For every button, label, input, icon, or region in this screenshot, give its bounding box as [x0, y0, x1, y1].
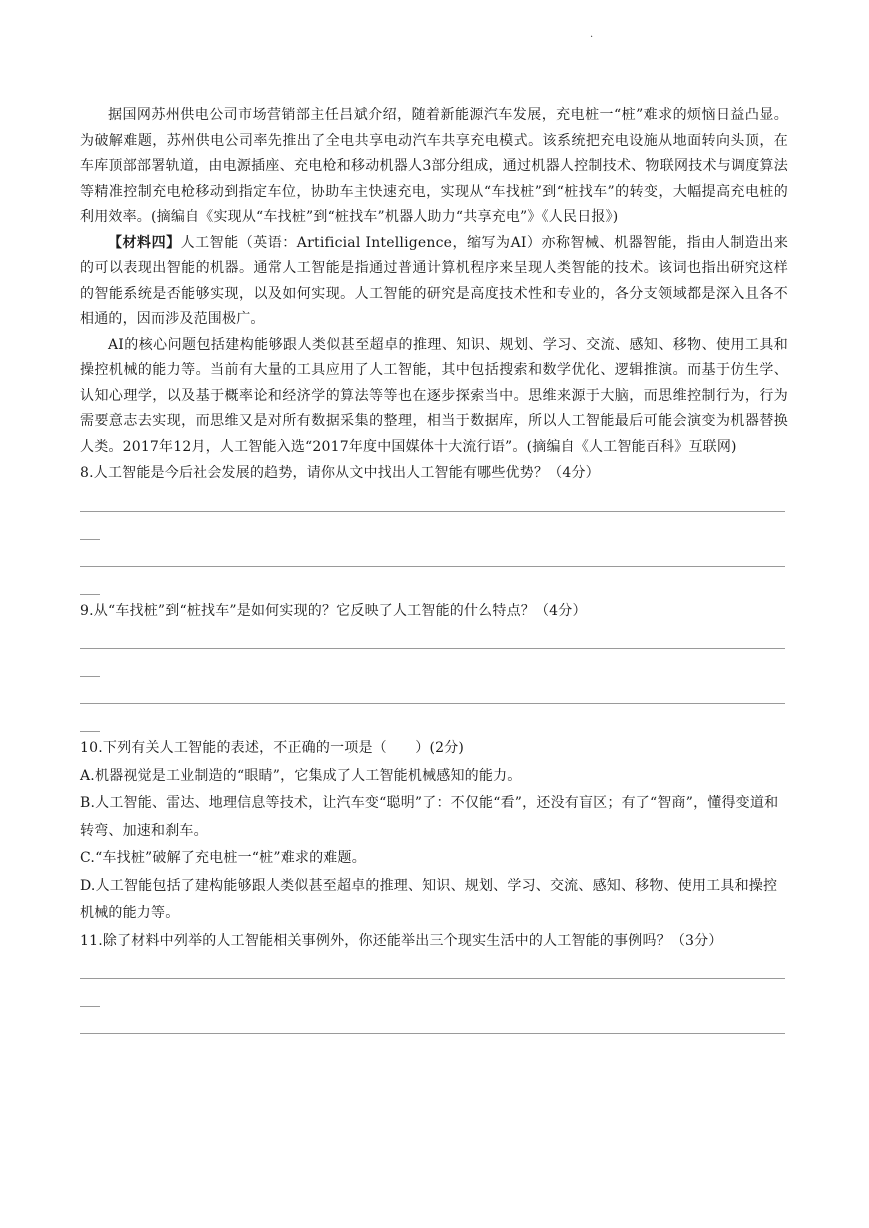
answer-line-stub [80, 1006, 100, 1007]
question-11: 11.除了材料中列举的人工智能相关事例外，你还能举出三个现实生活中的人工智能的事例吗？（3分） [80, 932, 723, 949]
answer-line[interactable] [80, 648, 785, 649]
passage-paragraph-3: AI的核心问题包括建构能够跟人类似甚至超卓的推理、知识、规划、学习、交流、感知、移物、使用工具和操控机械的能力等。当前有大量的工具应用了人工智能，其中包括搜索和数学优化、逻辑推演。而基于仿生学、认知心理学，以及基于概率论和经济学的算法等等也在逐步探索当中。思维来源于大脑，而思维控制行为，行为需要意志去实现，而思维又是对所有数据采集的整理，相当于数据库，所以人工智能最后可能会演变为机器替换人类。2017年12月，人工智能入选“2017年度中国媒体十大流行语”。(摘编自《人工智能百科》互联网) [80, 336, 788, 455]
answer-area-q9[interactable] [80, 625, 788, 735]
answer-area-q8[interactable] [80, 488, 788, 598]
answer-line[interactable] [80, 978, 785, 979]
passage-paragraph-1: 据国网苏州供电公司市场营销部主任吕斌介绍，随着新能源汽车发展，充电桩一“桩”难求的烦恼日益凸显。为破解难题，苏州供电公司率先推出了全电共享电动汽车共享充电模式。该系统把充电设施从地面转向头顶，在车库顶部部署轨道，由电源插座、充电枪和移动机器人3部分组成，通过机器人控制技术、物联网技术与调度算法等精准控制充电枪移动到指定车位，协助车主快速充电，实现从“车找桩”到“桩找车”的转变，大幅提高充电桩的利用效率。(摘编自《实现从“车找桩”到“桩找车”机器人助力“共享充电”》《人民日报》) [80, 107, 788, 225]
document-body [80, 103, 788, 1038]
question-8: 8.人工智能是今后社会发展的趋势，请你从文中找出人工智能有哪些优势？（4分） [80, 465, 600, 481]
answer-line-stub [80, 594, 100, 595]
answer-line-stub [80, 731, 100, 732]
answer-line[interactable] [80, 566, 785, 567]
passage-paragraph-material4 [80, 231, 788, 333]
question-10: 10.下列有关人工智能的表述，不正确的一项是（ ）(2分) [80, 740, 465, 756]
material4-text: 人工智能（英语：Artificial Intelligence，缩写为AI）亦称智械、机器智能，指由人制造出来的可以表现出智能的机器。通常人工智能是指通过普通计算机程序来呈现人类智能的技术。该词也指出研究这样的智能系统是否能够实现，以及如何实现。人工智能的研究是高度技术性和专业的，各分支领域都是深入且各不相通的，因而涉及范围极广。 [80, 234, 789, 327]
answer-line[interactable] [80, 511, 785, 512]
page-top-mark: . [590, 29, 594, 40]
question-10-option-a: A.机器视觉是工业制造的“眼睛”，它集成了人工智能机械感知的能力。 [80, 767, 522, 784]
question-10-option-c: C.“车找桩”破解了充电桩一“桩”难求的难题。 [80, 850, 366, 866]
question-10-option-d: D.人工智能包括了建构能够跟人类似甚至超卓的推理、知识、规划、学习、交流、感知、移物、使用工具和操控机械的能力等。 [80, 877, 778, 921]
answer-area-q11[interactable] [80, 955, 788, 1038]
question-10-option-b: B.人工智能、雷达、地理信息等技术，让汽车变“聪明”了：不仅能“看”，还没有盲区；有了“智商”，懂得变道和转弯、加速和刹车。 [80, 795, 779, 839]
material4-label: 【材料四】 [108, 234, 181, 251]
answer-line[interactable] [80, 703, 785, 704]
answer-line-stub [80, 539, 100, 540]
answer-line[interactable] [80, 1033, 785, 1034]
question-9: 9.从“车找桩”到“桩找车”是如何实现的？它反映了人工智能的什么特点？（4分） [80, 602, 587, 619]
answer-line-stub [80, 676, 100, 677]
